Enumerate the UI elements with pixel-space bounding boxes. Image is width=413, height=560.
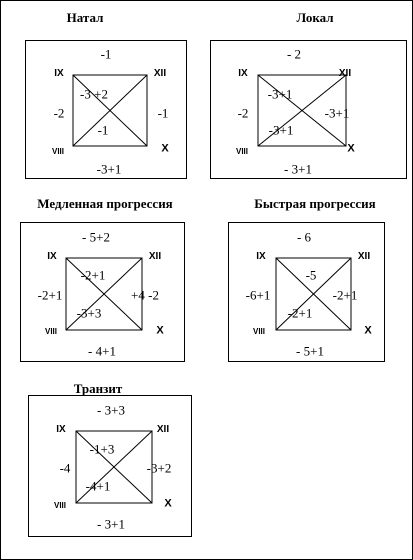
panel-fast-progression bbox=[228, 222, 385, 362]
outer-bottom-value: - 5+1 bbox=[296, 343, 324, 359]
house-ix-label: IX bbox=[56, 424, 66, 435]
house-xii-label: XII bbox=[357, 251, 371, 262]
panel-title-local: Локал bbox=[296, 10, 334, 25]
outer-top-value: - 2 bbox=[286, 46, 302, 62]
inner-top-value: -2+1 bbox=[80, 267, 106, 283]
house-viii-label: VIII bbox=[252, 327, 266, 336]
house-ix-label: IX bbox=[47, 251, 57, 262]
outer-right-value: -3+2 bbox=[146, 460, 172, 476]
outer-bottom-value: - 4+1 bbox=[88, 343, 116, 359]
panel-local bbox=[210, 40, 407, 179]
outer-left-value: -2+1 bbox=[37, 287, 63, 303]
outer-top-value: -1 bbox=[100, 46, 112, 62]
outer-left-value: -2 bbox=[53, 105, 65, 121]
outer-bottom-value: - 3+1 bbox=[284, 161, 312, 177]
house-x-label: X bbox=[347, 142, 355, 155]
outer-left-value: -6+1 bbox=[245, 287, 271, 303]
outer-bottom-value: - 3+1 bbox=[97, 516, 125, 532]
outer-right-value: -1 bbox=[157, 105, 169, 121]
inner-bottom-value: -1 bbox=[97, 122, 109, 138]
house-viii-label: VIII bbox=[44, 327, 58, 336]
inner-bottom-value: -4+1 bbox=[85, 478, 111, 494]
panel-title-slow-progression: Медленная прогрессия bbox=[37, 196, 173, 211]
inner-top-value: -1+3 bbox=[89, 441, 115, 457]
inner-bottom-value: -3+3 bbox=[76, 305, 102, 321]
house-viii-label: VIII bbox=[51, 147, 65, 156]
house-x-label: X bbox=[164, 497, 172, 510]
house-xii-label: XII bbox=[148, 251, 162, 262]
panel-title-fast-progression: Быстрая прогрессия bbox=[254, 196, 376, 211]
house-xii-label: XII bbox=[153, 68, 167, 79]
inner-top-value: -3 +2 bbox=[80, 86, 108, 102]
house-viii-label: VIII bbox=[53, 501, 67, 510]
house-ix-label: IX bbox=[238, 68, 248, 79]
inner-bottom-value: -2+1 bbox=[287, 305, 313, 321]
house-x-label: X bbox=[364, 324, 372, 337]
panel-title-transit: Транзит bbox=[73, 381, 123, 396]
house-xii-label: XII bbox=[156, 424, 170, 435]
house-ix-label: IX bbox=[54, 68, 64, 79]
outer-left-value: -4 bbox=[59, 460, 71, 476]
house-ix-label: IX bbox=[256, 251, 266, 262]
outer-top-value: - 6 bbox=[296, 229, 312, 245]
inner-top-value: -3+1 bbox=[267, 86, 293, 102]
house-x-label: X bbox=[161, 142, 169, 155]
outer-top-value: - 3+3 bbox=[97, 402, 125, 418]
outer-top-value: - 5+2 bbox=[82, 229, 110, 245]
panel-natal bbox=[25, 40, 187, 179]
house-viii-label: VIII bbox=[235, 147, 249, 156]
panel-title-natal: Натал bbox=[66, 10, 104, 25]
inner-bottom-value: -3+1 bbox=[268, 122, 294, 138]
panel-slow-progression bbox=[20, 222, 185, 362]
outer-right-value: -3+1 bbox=[324, 105, 350, 121]
outer-right-value: +4 -2 bbox=[131, 287, 159, 303]
house-xii-label: XII bbox=[338, 68, 352, 79]
outer-right-value: -2+1 bbox=[332, 287, 358, 303]
outer-left-value: -2 bbox=[237, 105, 249, 121]
house-x-label: X bbox=[156, 324, 164, 337]
panel-transit bbox=[28, 395, 192, 537]
inner-top-value: -5 bbox=[305, 267, 317, 283]
outer-bottom-value: -3+1 bbox=[96, 161, 122, 177]
